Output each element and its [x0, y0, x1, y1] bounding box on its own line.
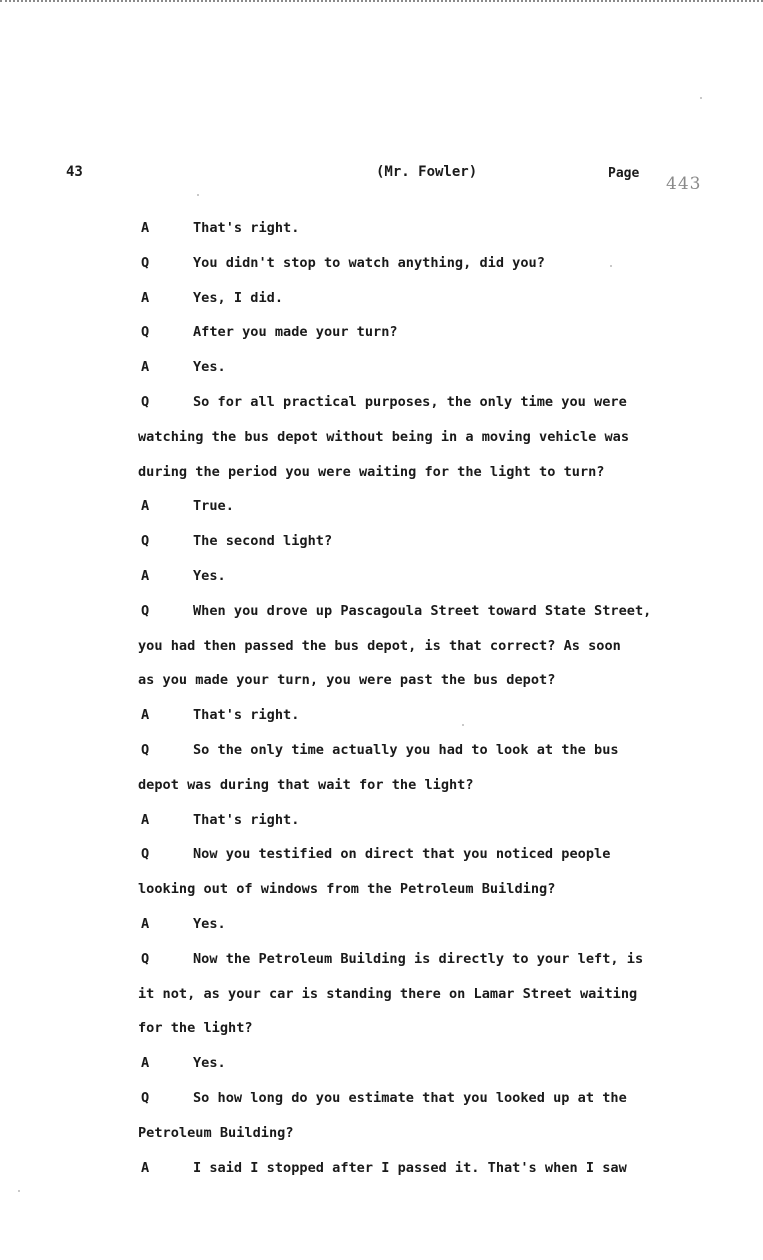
- question-marker: Q: [141, 602, 150, 619]
- transcript-line: [0, 1081, 763, 1116]
- transcript-line: [0, 315, 763, 350]
- transcript-line: [0, 246, 763, 281]
- transcript-continuation-line: [0, 420, 763, 455]
- answer-marker: A: [141, 915, 150, 932]
- transcript-continuation-line: [0, 1116, 763, 1151]
- transcript-line: [0, 594, 763, 629]
- transcript-continuation-line: [0, 872, 763, 907]
- transcript-text: When you drove up Pascagoula Street toward State Street,: [193, 602, 652, 619]
- transcript-text: That's right.: [193, 707, 300, 724]
- scan-speck: [197, 194, 199, 196]
- transcript-text: I said I stopped after I passed it. That's when I saw: [193, 1159, 627, 1176]
- answer-marker: A: [141, 567, 150, 584]
- answer-marker: A: [141, 498, 150, 515]
- transcript-text: That's right.: [193, 220, 300, 236]
- transcript-text: Now you testified on direct that you noticed people: [193, 846, 611, 863]
- transcript-text: Yes.: [193, 359, 226, 376]
- question-marker: Q: [141, 846, 150, 863]
- transcript-line-number: 43: [66, 164, 83, 180]
- transcript-text: watching the bus depot without being in a moving vehicle was: [138, 428, 630, 445]
- transcript-continuation-line: [0, 663, 763, 698]
- transcript-line: [0, 385, 763, 420]
- transcript-line: [0, 489, 763, 524]
- scan-speck: [18, 1190, 20, 1192]
- answer-marker: A: [141, 359, 150, 376]
- transcript-text: for the light?: [138, 1020, 253, 1037]
- transcript-text: You didn't stop to watch anything, did you?: [193, 254, 545, 271]
- question-marker: Q: [141, 1089, 150, 1106]
- transcript-continuation-line: [0, 455, 763, 490]
- transcript-line: [0, 837, 763, 872]
- transcript-line: [0, 1046, 763, 1081]
- scan-speck: [700, 97, 702, 99]
- transcript-line: [0, 907, 763, 942]
- question-marker: Q: [141, 393, 150, 410]
- transcript-line: [0, 733, 763, 768]
- transcript-text: it not, as your car is standing there on Lamar Street waiting: [138, 985, 638, 1002]
- scan-speck: [610, 265, 612, 267]
- answer-marker: A: [141, 1159, 150, 1176]
- question-marker: Q: [141, 533, 150, 550]
- transcript-line: [0, 281, 763, 316]
- question-marker: Q: [141, 741, 150, 758]
- transcript-text: Yes.: [193, 1055, 226, 1072]
- transcript-text: Yes, I did.: [193, 289, 284, 306]
- transcript-text: The second light?: [193, 533, 333, 550]
- transcript-continuation-line: [0, 768, 763, 803]
- transcript-line: [0, 211, 763, 246]
- transcript-line: [0, 524, 763, 559]
- transcript-continuation-line: [0, 1011, 763, 1046]
- transcript-body: [0, 211, 763, 1185]
- answer-marker: A: [141, 811, 150, 828]
- transcript-line: [0, 942, 763, 977]
- transcript-text: That's right.: [193, 811, 300, 828]
- answer-marker: A: [141, 1055, 150, 1072]
- transcript-line: [0, 559, 763, 594]
- transcript-text: So the only time actually you had to look at the bus: [193, 741, 619, 758]
- transcript-text: Yes.: [193, 567, 226, 584]
- answer-marker: A: [141, 289, 150, 306]
- page-label: Page: [608, 166, 640, 181]
- transcript-text: depot was during that wait for the light?: [138, 776, 474, 793]
- transcript-text: After you made your turn?: [193, 324, 398, 341]
- transcript-text: True.: [193, 498, 234, 515]
- witness-name: (Mr. Fowler): [376, 164, 478, 180]
- transcript-text: Yes.: [193, 915, 226, 932]
- page-header: [0, 164, 763, 194]
- question-marker: Q: [141, 254, 150, 271]
- question-marker: Q: [141, 324, 150, 341]
- page-number: 443: [666, 174, 702, 194]
- transcript-text: you had then passed the bus depot, is that correct? As soon: [138, 637, 621, 654]
- scan-speck: [462, 724, 464, 726]
- transcript-text: during the period you were waiting for the light to turn?: [138, 463, 605, 480]
- transcript-text: Petroleum Building?: [138, 1124, 294, 1141]
- transcript-text: So for all practical purposes, the only time you were: [193, 393, 627, 410]
- transcript-line: [0, 803, 763, 838]
- question-marker: Q: [141, 950, 150, 967]
- transcript-line: [0, 350, 763, 385]
- answer-marker: A: [141, 707, 150, 724]
- transcript-continuation-line: [0, 977, 763, 1012]
- answer-marker: A: [141, 220, 150, 236]
- transcript-text: as you made your turn, you were past the bus depot?: [138, 672, 556, 689]
- transcript-text: So how long do you estimate that you looked up at the: [193, 1089, 627, 1106]
- transcript-text: looking out of windows from the Petroleum Building?: [138, 881, 556, 898]
- transcript-line: [0, 698, 763, 733]
- transcript-continuation-line: [0, 629, 763, 664]
- transcript-line: [0, 1151, 763, 1186]
- transcript-text: Now the Petroleum Building is directly to your left, is: [193, 950, 644, 967]
- page-top-edge: [0, 0, 763, 6]
